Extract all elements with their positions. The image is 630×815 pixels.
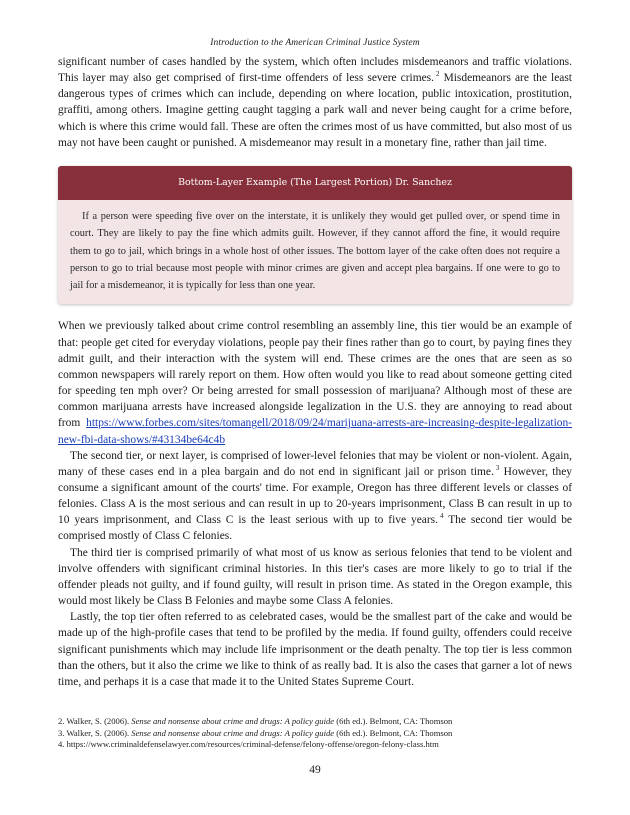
footnote-text: 2. Walker, S. (2006). — [58, 716, 132, 726]
footnote-text: 3. Walker, S. (2006). — [58, 727, 132, 738]
forbes-article-link[interactable]: https://www.forbes.com/sites/tomangell/2018/09/24/marijuana-arrests-are-increasing-despite-legalization-new-fbi-data-shows/#43134be64c4b — [58, 417, 572, 446]
running-head: Introduction to the American Criminal Justice System — [210, 38, 420, 48]
callout-body: If a person were speeding five over on the interstate, it is unlikely they would get pulled over, or spend time in court. They are likely to pay the fine which admits guilt. However, if they cannot afford the fine, it would require them to go to jail, which brings in a whole host of other issues. The bottom layer of the cake often does not require a person to go to trial because most people with minor crimes are given and accept plea bargains. If one were to go to jail for a misdemeanor, it is typically for less than one year. — [70, 210, 560, 292]
footnotes — [58, 716, 572, 751]
footnote-text: (6th ed.). Belmont, CA: Thomson — [334, 716, 453, 726]
page-content — [58, 0, 572, 690]
page-number: 49 — [309, 764, 321, 776]
callout-box — [58, 166, 572, 304]
paragraph-text: When we previously talked about crime control resembling an assembly line, this tier would be an example of that: people get cited for everyday violations, people pay their fines rather than go to court, by paying fines they admit guilt, and their interaction with the system will end. These crimes are the ones that are seen as so common newspapers will rarely report on them. How often would you like to read about someone getting cited for speeding ten mph over? Or being arrested for small possession of marijuana? Although most of these are common marijuana arrests have increased alongside legalization in the U.S. they are annoying to read about from — [58, 320, 572, 430]
paragraph-misdemeanors — [58, 54, 572, 151]
footnote-3 — [58, 728, 572, 740]
footnote-ref-4[interactable]: 4 — [440, 512, 444, 521]
footnote-ref-2[interactable]: 2 — [436, 70, 440, 79]
paragraph-assembly-line — [58, 318, 572, 447]
footnote-text: (6th ed.). Belmont, CA: Thomson — [334, 727, 453, 738]
footnote-ref-3[interactable]: 3 — [495, 463, 500, 472]
paragraph-second-tier — [58, 448, 572, 545]
paragraph-text: The second tier would be comprised mostly of Class C felonies. — [58, 514, 572, 543]
paragraph-text: Misdemeanors are the least dangerous types of crimes which can include, depending on where location, public intoxication, prostitution, graffiti, among others. Imagine getting caught tagging a park wall and never being caught for a crime before, which is where this crime would fall. These are often the crimes most of us have committed, but also most of us may not have been caught or punished. A misdemeanor may result in a monetary fine, rather than jail time. — [58, 72, 572, 149]
footnote-2 — [58, 716, 572, 728]
callout-title: Bottom-Layer Example (The Largest Portion) Dr. Sanchez — [58, 166, 572, 200]
footnote-4 — [58, 739, 572, 751]
paragraph-text: However, they consume a significant amount of the courts' time. For example, Oregon has three different levels or classes of felonies. Class A is the most serious and can result in up to 20-years imprisonment, Class B can result in up to 10 years imprisonment, and Class C is the least serious with up to five years. — [58, 465, 572, 527]
footnote-text: 4. https://www.criminaldefenselawyer.com/resources/criminal-defense/felony-offense/oregon-felony-class.htm — [58, 739, 439, 749]
paragraph-text: significant number of cases handled by the system, which often includes misdemeanors and traffic violations. This layer may also get comprised of first-time offenders of less severe crimes. — [58, 56, 572, 85]
paragraph-text: The second tier, or next layer, is comprised of lower-level felonies that may be violent or non-violent. Again, many of these cases end in a plea bargain and do not end in significant jail or prison time. — [58, 449, 572, 478]
footnote-title: Sense and nonsense about crime and drugs: A policy guide — [131, 727, 335, 738]
paragraph-top-tier: Lastly, the top tier often referred to as celebrated cases, would be the smallest part of the cake and would be made up of the high-profile cases that tend to be profiled by the media. If found guilty, offenders could receive significant punishments which may include life imprisonment or the death penalty. The top tier is less common than the others, but it also the crime we like to think of as really bad. It is also the cases that garner a lot of news time, and perhaps it is a case that made it to the United States Supreme Court. — [58, 611, 572, 688]
paragraph-third-tier: The third tier is comprised primarily of what most of us know as serious felonies that tend to be violent and involve offenders with significant criminal histories. In this tier's cases are more likely to go to trial if the offender pleads not guilty, and if found guilty, will result in prison time. As stated in the Oregon example, this would most likely be Class B Felonies and maybe some Class A felonies. — [58, 546, 572, 608]
footnote-title: Sense and nonsense about crime and drugs: A policy guide — [131, 716, 335, 726]
